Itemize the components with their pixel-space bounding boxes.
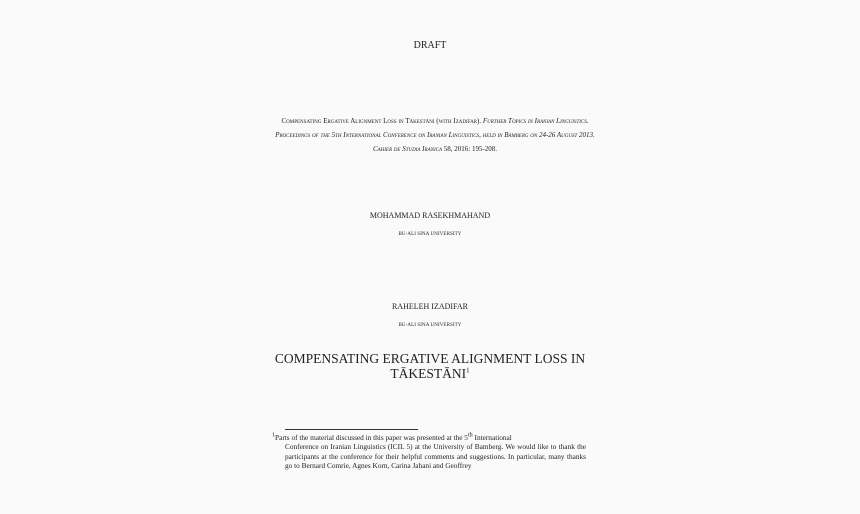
citation-pages: 58, 2016: 195-208. — [443, 145, 498, 153]
ordinal-suffix: th — [467, 432, 473, 439]
footnote-text-line1: Parts of the material discussed in this paper was presented at the 5 — [275, 433, 468, 442]
footnote-divider — [285, 429, 418, 430]
author-name: MOHAMMAD RASEKHMAHAND — [369, 211, 491, 220]
author-affiliation: BU-ALI SINA UNIVERSITY — [398, 323, 462, 328]
footnote-text: Conference on Iranian Linguistics (ICIL 5) at the University of Bamberg. We would like to thank the participants at the conference for their helpful comments and suggestions. In particular, many thanks go to Bernard Comrie, Agnes Korn, Carina Jahani and Geoffrey — [285, 442, 586, 471]
citation-series: Cahier de Studia Iranica — [372, 145, 443, 153]
footnote-reference[interactable]: 1 — [466, 366, 470, 375]
author-affiliation: BU-ALI SINA UNIVERSITY — [398, 232, 462, 237]
footnote — [272, 433, 586, 471]
citation-title: Compensating Ergative Alignment Loss in Tākestāni (with Izadifar). — [281, 117, 482, 125]
draft-label: DRAFT — [413, 40, 447, 51]
paper-title-line1: COMPENSATING ERGATIVE ALIGNMENT LOSS IN — [274, 351, 586, 366]
author-name: RAHELEH IZADIFAR — [391, 302, 469, 311]
paper-title-line2: TĀKESTĀNI — [390, 366, 467, 381]
footnote-text-line1-end: International — [472, 433, 512, 442]
paper-title — [0, 351, 860, 381]
footnote-mark: 1 — [272, 432, 276, 439]
citation-block — [270, 114, 600, 156]
citation-book: Further Topics in Iranian Linguistics. Proceedings of the 5th International Conference on Iranian Linguistics, held in Bamberg on 24-26 August 2013. — [275, 117, 595, 139]
